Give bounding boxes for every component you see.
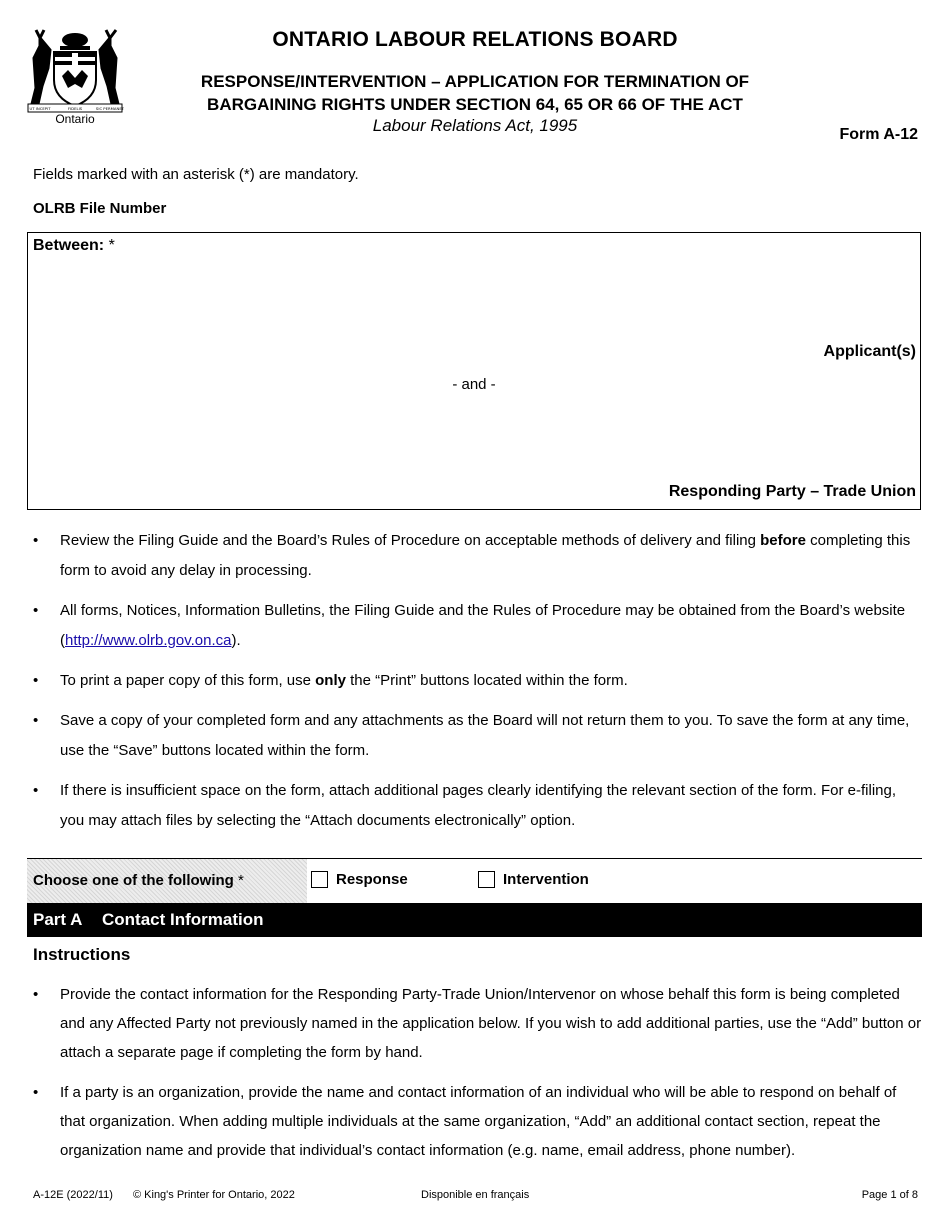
choose-label	[33, 872, 244, 889]
list-item	[33, 1078, 923, 1165]
form-title	[150, 70, 800, 116]
response-option[interactable]	[311, 871, 408, 888]
list-item	[33, 666, 923, 696]
list-item-text: If there is insufficient space on the form, attach additional pages clearly identifying the relevant section of the form. For e-filing, you may attach files by selecting the “Attach documents electronically” option.	[60, 782, 897, 829]
logo-motto-right: SIC PERMANET	[95, 106, 124, 111]
footer-form-code: A-12E (2022/11)	[33, 1189, 113, 1201]
instructions-heading: Instructions	[33, 945, 131, 964]
list-item	[33, 706, 923, 766]
bullet-dot: •	[33, 782, 39, 799]
intervention-option-label: Intervention	[503, 871, 589, 888]
choose-option-row	[27, 858, 922, 903]
list-item-text: ).	[231, 632, 241, 649]
bullet-dot: •	[33, 602, 39, 619]
form-number: Form A-12	[839, 126, 918, 143]
mandatory-note: Fields marked with an asterisk (*) are mandatory.	[33, 166, 359, 183]
list-item-text: the “Print” buttons located within the form.	[345, 672, 628, 689]
list-item	[33, 526, 923, 586]
list-item-text: Review the Filing Guide and the Board’s Rules of Procedure on acceptable methods of delivery and filing	[60, 532, 761, 549]
olrb-file-number-label: OLRB File Number	[33, 200, 167, 217]
act-title: Labour Relations Act, 1995	[372, 116, 578, 135]
bullet-dot: •	[33, 1084, 39, 1101]
list-item-emphasis: only	[315, 672, 346, 689]
response-option-label: Response	[336, 871, 408, 888]
form-title-line-2: BARGAINING RIGHTS UNDER SECTION 64, 65 OR 66 OF THE ACT	[207, 95, 743, 114]
choose-label-text: Choose one of the following	[33, 872, 234, 889]
olrb-website-link[interactable]: http://www.olrb.gov.on.ca	[65, 632, 232, 649]
mandatory-asterisk: *	[238, 872, 244, 889]
footer-copyright: © King's Printer for Ontario, 2022	[133, 1189, 295, 1201]
board-title: ONTARIO LABOUR RELATIONS BOARD	[272, 28, 678, 51]
part-a-code: Part A	[33, 910, 83, 929]
logo-motto-center: FIDELIS	[67, 106, 83, 111]
applicant-label: Applicant(s)	[823, 343, 916, 360]
list-item	[33, 776, 923, 836]
bullet-dot: •	[33, 986, 39, 1003]
list-item-text: Provide the contact information for the Responding Party-Trade Union/Intervenor on whose behalf this form is being completed and any Affected Party not previously named in the application below. If you wish to add additional parties, use the “Add” button or attach a separate page if completing the form by hand.	[60, 986, 922, 1061]
list-item-text: If a party is an organization, provide the name and contact information of an individual who will be able to respond on behalf of that organization. When adding multiple individuals at the same organization, “Add” an additional contact section, repeat the organization name and provide that individual’s contact information (e.g. name, email address, phone number).	[60, 1084, 897, 1159]
responding-party-label: Responding Party – Trade Union	[668, 483, 916, 500]
logo-motto-left: UT INCEPIT	[29, 106, 51, 111]
list-item	[33, 980, 923, 1067]
bullet-dot: •	[33, 712, 39, 729]
part-a-title: Contact Information	[102, 910, 264, 929]
intervention-option[interactable]	[478, 871, 589, 888]
list-item-text: Save a copy of your completed form and any attachments as the Board will not return them to you. To save the form at any time, use the “Save” buttons located within the form.	[60, 712, 910, 759]
between-label-text: Between:	[33, 237, 105, 254]
bullet-dot: •	[33, 672, 39, 689]
part-a-section-header	[27, 903, 922, 937]
parties-box	[27, 232, 921, 510]
and-separator: - and -	[452, 376, 496, 393]
intervention-checkbox[interactable]	[478, 871, 495, 888]
footer-french-availability: Disponible en français	[421, 1189, 530, 1201]
list-item-text: To print a paper copy of this form, use	[60, 672, 316, 689]
part-a-instructions-list	[33, 980, 923, 1176]
response-checkbox[interactable]	[311, 871, 328, 888]
list-item-text: completing this form to avoid any delay in processing.	[60, 532, 911, 579]
form-title-line-1: RESPONSE/INTERVENTION – APPLICATION FOR TERMINATION OF	[200, 72, 750, 91]
mandatory-asterisk: *	[108, 237, 115, 254]
footer-page-number: Page 1 of 8	[861, 1189, 918, 1201]
between-label	[33, 237, 115, 255]
list-item-text: All forms, Notices, Information Bulletins, the Filing Guide and the Rules of Procedure may be obtained from the Board’s website (	[60, 602, 906, 649]
general-instructions-list	[33, 526, 923, 846]
list-item-emphasis: before	[760, 532, 806, 549]
logo-caption: Ontario	[55, 112, 95, 126]
bullet-dot: •	[33, 532, 39, 549]
list-item	[33, 596, 923, 656]
